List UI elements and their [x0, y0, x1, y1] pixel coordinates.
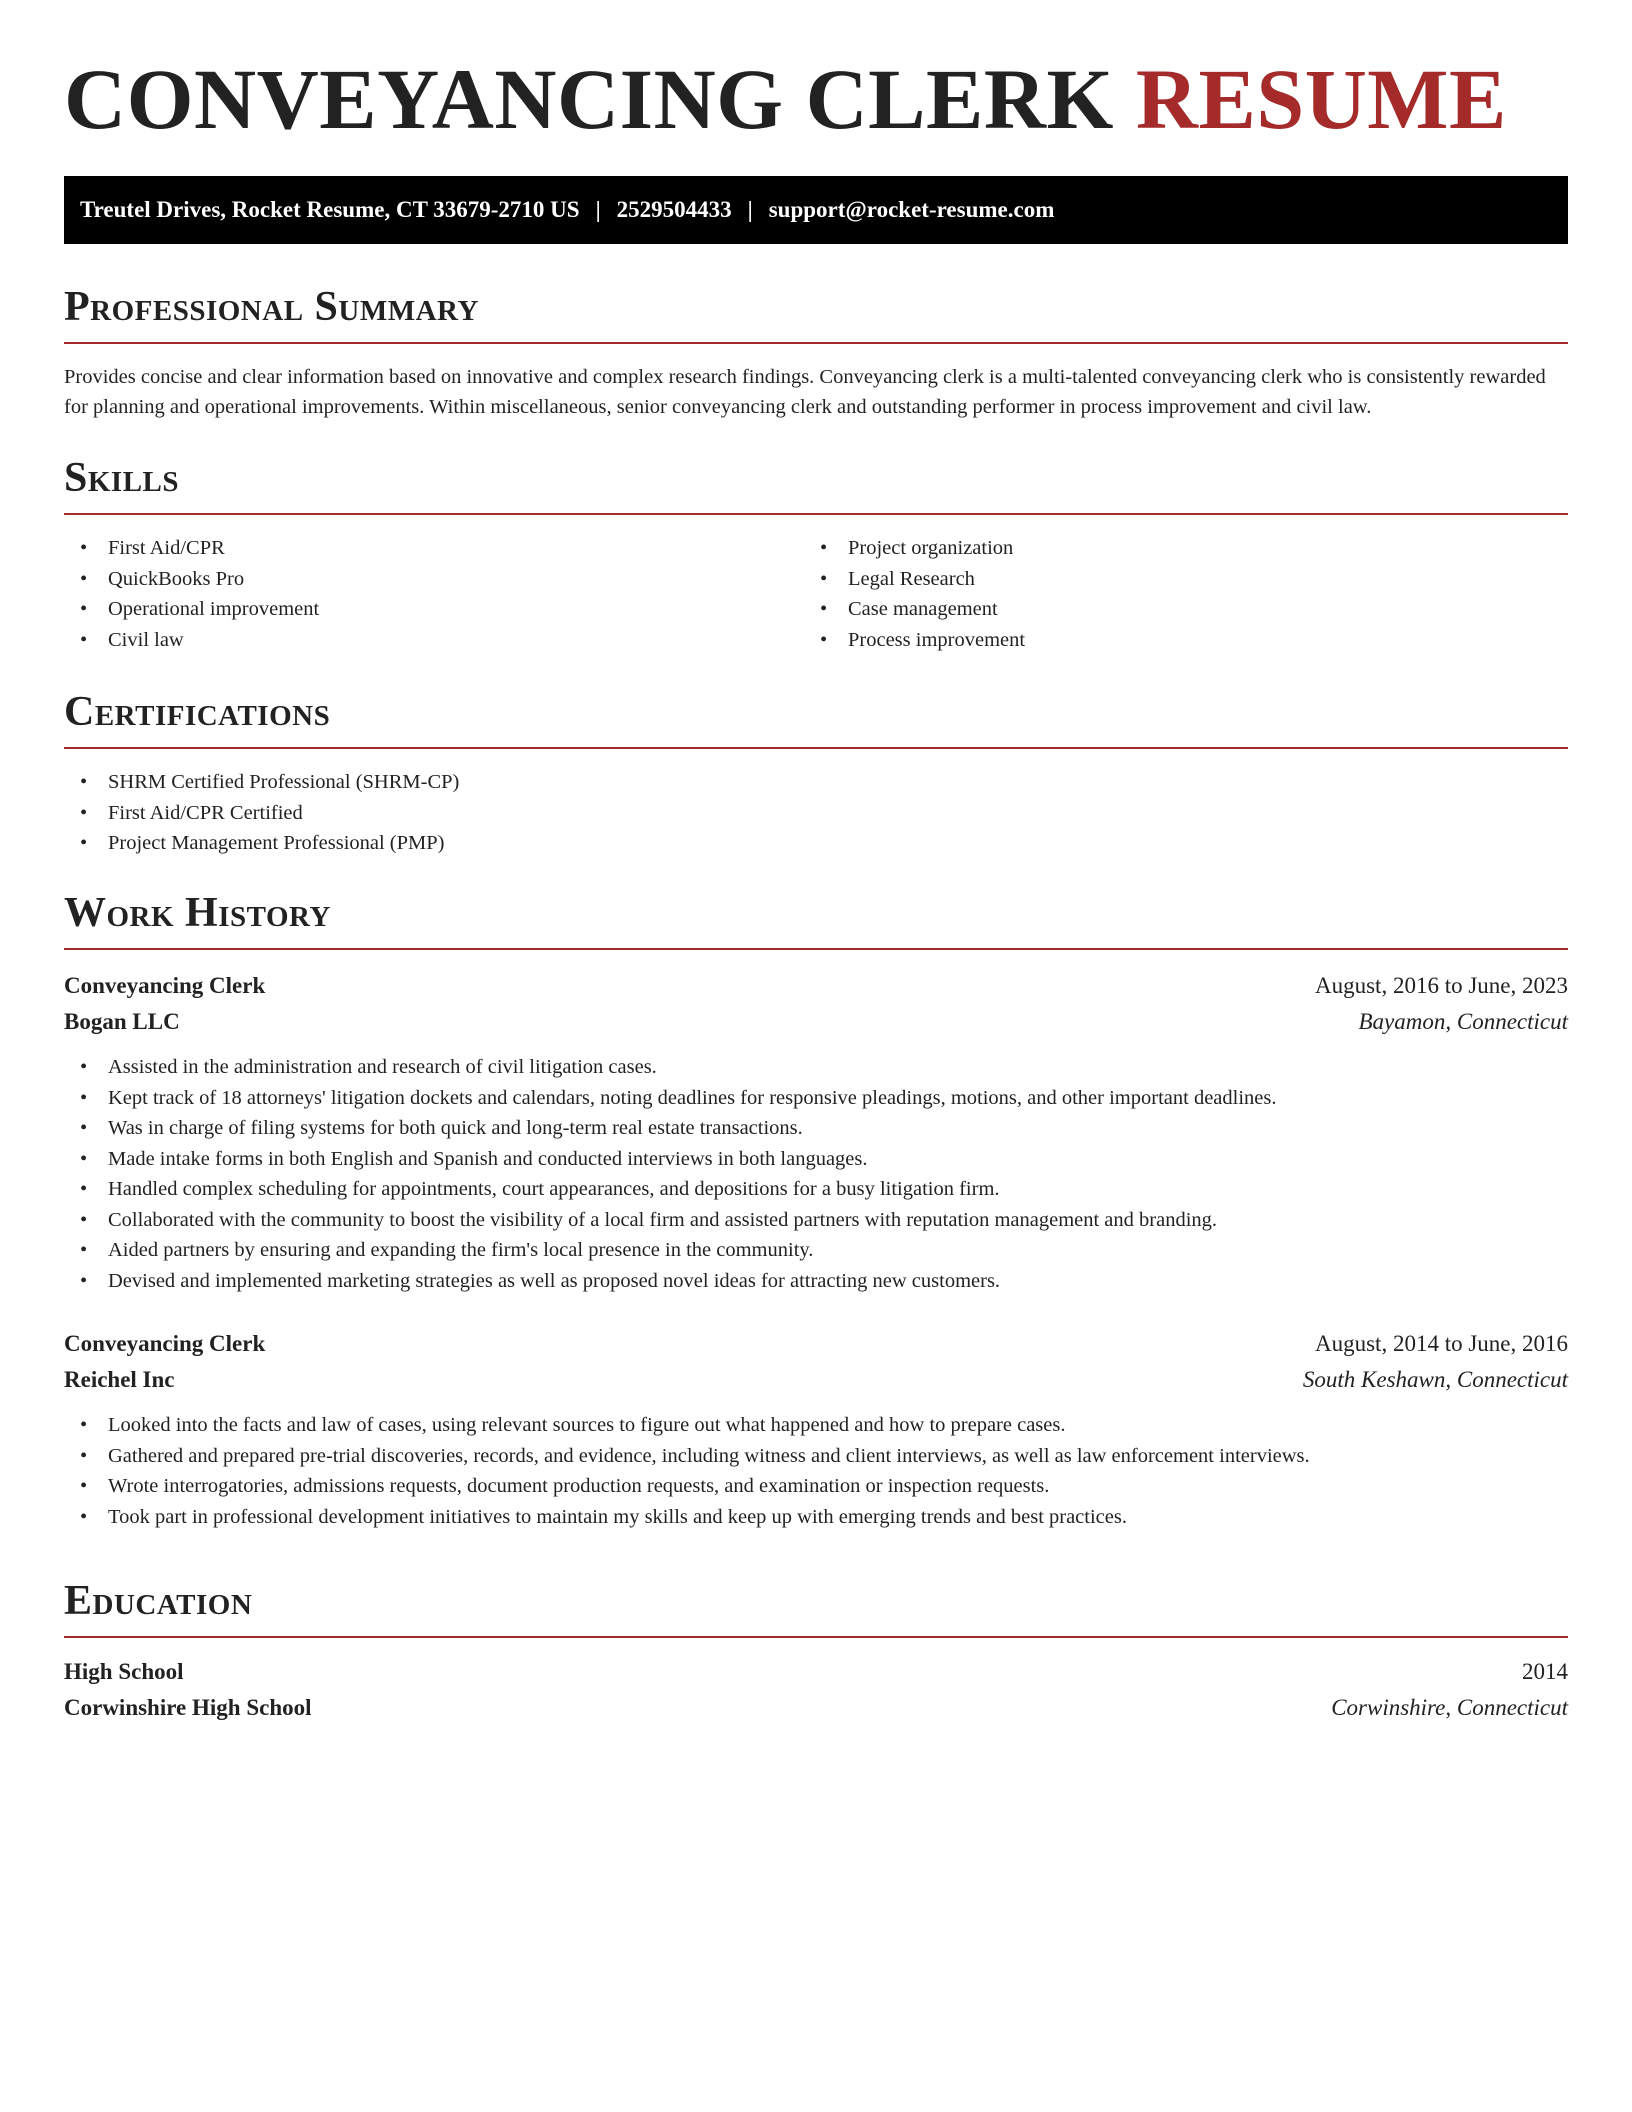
work-history-section	[64, 892, 1568, 1532]
contact-phone: 2529504433	[616, 197, 732, 222]
title-accent: RESUME	[1135, 51, 1507, 147]
certifications-heading: Certifications	[64, 691, 1568, 749]
job-duty: • Aided partners by ensuring and expanding the firm's local presence in the community.	[64, 1235, 1568, 1266]
skills-columns	[64, 533, 1568, 655]
skill-item: • QuickBooks Pro	[64, 564, 804, 595]
skill-item: • Legal Research	[804, 564, 1544, 595]
certifications-list	[64, 767, 1568, 859]
contact-bar	[64, 176, 1568, 244]
resume-title	[64, 52, 1507, 147]
education-heading: Education	[64, 1580, 1568, 1638]
work-history-heading: Work History	[64, 892, 1568, 950]
skill-item: • First Aid/CPR	[64, 533, 804, 564]
summary-heading: Professional Summary	[64, 286, 1568, 344]
job-company: Bogan LLC	[64, 1009, 180, 1034]
job-duty: • Kept track of 18 attorneys' litigation dockets and calendars, noting deadlines for responsive pleadings, motions, and other important deadlines.	[64, 1083, 1568, 1114]
job-entry	[64, 1326, 1568, 1532]
job-header-row	[64, 968, 1568, 1004]
job-location: Bayamon, Connecticut	[1358, 1009, 1568, 1034]
education-school: Corwinshire High School	[64, 1695, 312, 1720]
job-duty: • Gathered and prepared pre-trial discoveries, records, and evidence, including witness and client interviews, as well as law enforcement interviews.	[64, 1441, 1568, 1472]
skill-item: • Process improvement	[804, 625, 1544, 656]
education-entry	[64, 1654, 1568, 1726]
education-section	[64, 1580, 1568, 1726]
contact-separator: |	[747, 197, 753, 222]
skills-heading: Skills	[64, 457, 1568, 515]
job-duty: • Handled complex scheduling for appointments, court appearances, and depositions for a busy litigation firm.	[64, 1174, 1568, 1205]
job-company: Reichel Inc	[64, 1367, 175, 1392]
education-year: 2014	[1522, 1659, 1568, 1684]
job-duties-list	[64, 1410, 1568, 1532]
certification-item: • Project Management Professional (PMP)	[64, 828, 1568, 859]
job-location: South Keshawn, Connecticut	[1302, 1367, 1568, 1392]
skills-list-left	[64, 533, 804, 655]
skill-item: • Operational improvement	[64, 594, 804, 625]
job-title: Conveyancing Clerk	[64, 973, 266, 998]
job-duty: • Took part in professional development initiatives to maintain my skills and keep up with emerging trends and best practices.	[64, 1502, 1568, 1533]
job-duty: • Devised and implemented marketing strategies as well as proposed novel ideas for attracting new customers.	[64, 1266, 1568, 1297]
education-header-row	[64, 1654, 1568, 1690]
skills-list-right	[804, 533, 1544, 655]
job-title: Conveyancing Clerk	[64, 1331, 266, 1356]
education-school-row	[64, 1690, 1568, 1726]
contact-address: Treutel Drives, Rocket Resume, CT 33679-2710 US	[80, 197, 580, 222]
contact-email: support@rocket-resume.com	[768, 197, 1055, 222]
skill-item: • Case management	[804, 594, 1544, 625]
job-company-row	[64, 1004, 1568, 1040]
job-company-row	[64, 1362, 1568, 1398]
skills-section	[64, 457, 1568, 655]
education-location: Corwinshire, Connecticut	[1331, 1695, 1568, 1720]
certification-item: • SHRM Certified Professional (SHRM-CP)	[64, 767, 1568, 798]
certification-item: • First Aid/CPR Certified	[64, 798, 1568, 829]
skill-item: • Project organization	[804, 533, 1544, 564]
title-main: CONVEYANCING CLERK	[64, 51, 1114, 147]
summary-section	[64, 286, 1568, 422]
education-degree: High School	[64, 1659, 184, 1684]
job-duty: • Made intake forms in both English and Spanish and conducted interviews in both languages.	[64, 1144, 1568, 1175]
contact-separator: |	[595, 197, 601, 222]
job-duty: • Looked into the facts and law of cases, using relevant sources to figure out what happened and how to prepare cases.	[64, 1410, 1568, 1441]
job-duty: • Wrote interrogatories, admissions requests, document production requests, and examination or inspection requests.	[64, 1471, 1568, 1502]
job-duties-list	[64, 1052, 1568, 1296]
job-dates: August, 2014 to June, 2016	[1315, 1331, 1568, 1356]
job-duty: • Was in charge of filing systems for both quick and long-term real estate transactions.	[64, 1113, 1568, 1144]
skill-item: • Civil law	[64, 625, 804, 656]
job-duty: • Assisted in the administration and research of civil litigation cases.	[64, 1052, 1568, 1083]
job-duty: • Collaborated with the community to boost the visibility of a local firm and assisted partners with reputation management and branding.	[64, 1205, 1568, 1236]
summary-text: Provides concise and clear information based on innovative and complex research findings. Conveyancing clerk is a multi-talented conveyancing clerk who is consistently rewarded for planning and operational improvements. Within miscellaneous, senior conveyancing clerk and outstanding performer in process improvement and civil law.	[64, 366, 1546, 418]
job-entry	[64, 968, 1568, 1296]
job-header-row	[64, 1326, 1568, 1362]
job-dates: August, 2016 to June, 2023	[1315, 973, 1568, 998]
certifications-section	[64, 691, 1568, 859]
